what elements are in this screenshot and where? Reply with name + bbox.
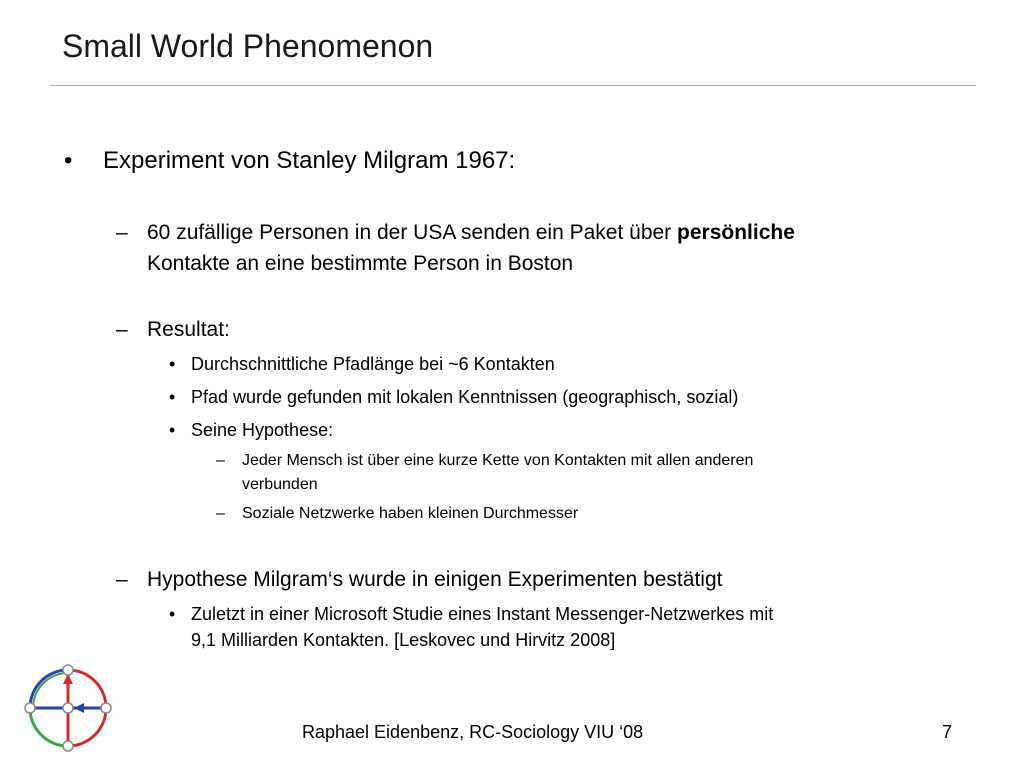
ring-arc-green	[30, 708, 68, 746]
microsoft-study: Zuletzt in einer Microsoft Studie eines Instant Messenger-Netzwerkes mit	[191, 604, 774, 624]
sub-bullet-result: Resultat:	[147, 318, 230, 341]
sub-bullet-persons	[147, 221, 795, 245]
ring-arc-blue	[30, 670, 68, 708]
small-bullet-marker: •	[169, 387, 176, 407]
dash-marker-small: –	[216, 505, 225, 522]
result-path-length: Durchschnittliche Pfadlänge bei ~6 Kontakten	[191, 354, 555, 374]
ring-arc-red-lower	[68, 708, 106, 746]
ring-arc-green-inner	[33, 673, 68, 708]
bullet-experiment: Experiment von Stanley Milgram 1967:	[103, 147, 516, 174]
dash-marker: –	[116, 568, 128, 591]
dash-marker: –	[116, 221, 128, 244]
result-hypothesis: Seine Hypothese:	[191, 420, 334, 440]
node-left	[25, 703, 35, 713]
microsoft-study-line2: 9,1 Milliarden Kontakten. [Leskovec und Hirvitz 2008]	[191, 630, 616, 650]
sub-bullet-persons-line2: Kontakte an eine bestimmte Person in Boston	[147, 252, 574, 275]
sub-bullet-persons-text: 60 zufällige Personen in der USA senden ein Paket über	[147, 221, 678, 244]
title-divider	[50, 85, 976, 86]
ring-arc-red	[68, 670, 106, 708]
small-bullet-marker: •	[169, 354, 176, 374]
node-center	[63, 703, 73, 713]
footer-author: Raphael Eidenbenz, RC-Sociology VIU ‘08	[302, 722, 644, 742]
page-number: 7	[942, 722, 953, 742]
bullet-marker: •	[64, 147, 73, 174]
hypothesis-diameter: Soziale Netzwerke haben kleinen Durchmesser	[242, 505, 579, 522]
hypothesis-chain-line2: verbunden	[242, 476, 318, 493]
dash-marker: –	[116, 318, 128, 341]
node-bottom	[63, 741, 73, 751]
hypothesis-chain: Jeder Mensch ist über eine kurze Kette von Kontakten mit allen anderen	[242, 452, 754, 469]
emphasis-persoenliche: persönliche	[677, 221, 795, 244]
small-bullet-marker: •	[169, 604, 176, 624]
sub-bullet-confirmed: Hypothese Milgram‘s wurde in einigen Experimenten bestätigt	[147, 568, 723, 591]
node-top	[63, 665, 73, 675]
network-graph-logo-icon	[24, 664, 114, 754]
small-bullet-marker: •	[169, 420, 176, 440]
slide-title: Small World Phenomenon	[62, 28, 434, 64]
result-local-knowledge: Pfad wurde gefunden mit lokalen Kenntnissen (geographisch, sozial)	[191, 387, 739, 407]
node-right	[101, 703, 111, 713]
dash-marker-small: –	[216, 452, 225, 469]
arrow-left-icon	[74, 703, 84, 713]
